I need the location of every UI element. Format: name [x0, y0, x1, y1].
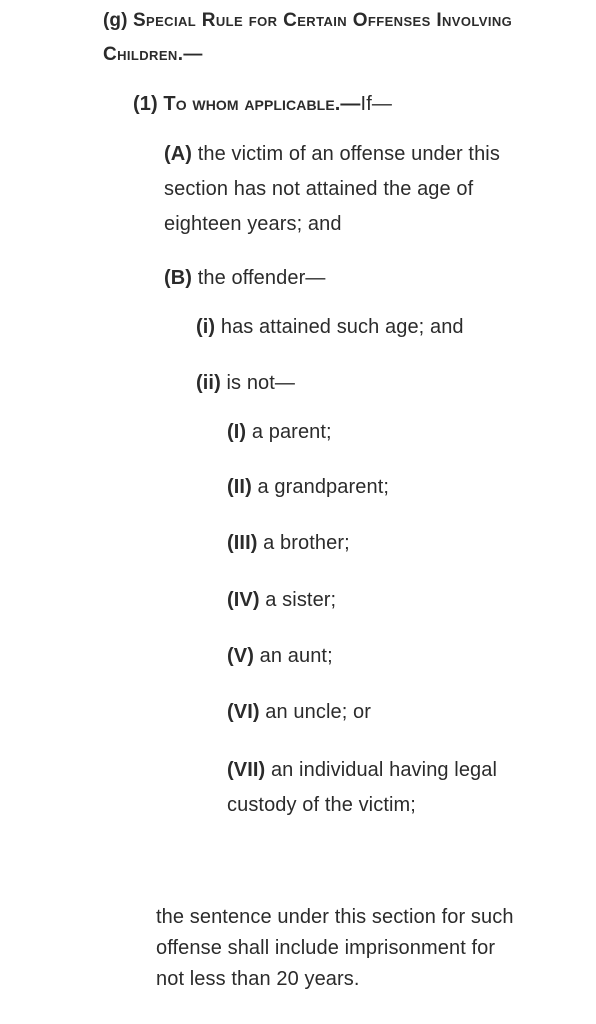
clause-a-label: (A)	[164, 143, 193, 165]
clause-a	[164, 137, 524, 242]
clause-b-label: (B)	[164, 267, 193, 289]
paragraph-1	[133, 88, 392, 120]
relation-text: a brother;	[263, 532, 350, 554]
paragraph-1-label: (1)	[133, 93, 158, 115]
clause-b-i	[196, 311, 464, 343]
relation-label: (VII)	[227, 759, 266, 781]
relation-text: a sister;	[265, 589, 337, 611]
clause-b-text: the offender—	[197, 267, 326, 289]
relation-label: (III)	[227, 532, 258, 554]
paragraph-1-heading: To whom applicable.—	[163, 93, 361, 115]
clause-b-ii-label: (ii)	[196, 372, 221, 394]
relation-item	[227, 527, 350, 559]
relation-label: (I)	[227, 421, 247, 443]
clause-b-i-label: (i)	[196, 316, 216, 338]
relation-item	[227, 696, 371, 728]
relation-item	[227, 584, 336, 616]
closing-text: the sentence under this section for such offense shall include imprisonment for not less than 20 years.	[156, 906, 514, 990]
relation-text: an uncle; or	[265, 701, 372, 723]
relation-text: a parent;	[251, 421, 332, 443]
relation-label: (II)	[227, 476, 252, 498]
relation-item	[227, 753, 507, 823]
relation-text: an individual having legal custody of the victim;	[227, 759, 498, 816]
subsection-g-title: Special Rule for Certain Offenses Involving Children.—	[103, 10, 513, 65]
clause-a-text: the victim of an offense under this section has not attained the age of eighteen years; and	[164, 143, 500, 235]
relation-item	[227, 416, 332, 448]
subsection-g-label: (g)	[103, 10, 128, 31]
relation-label: (VI)	[227, 701, 260, 723]
relation-label: (V)	[227, 645, 254, 667]
relation-item	[227, 640, 333, 672]
relation-item	[227, 471, 389, 503]
subsection-g-heading	[103, 4, 573, 72]
clause-b-i-text: has attained such age; and	[220, 316, 464, 338]
relation-text: a grandparent;	[257, 476, 390, 498]
clause-b	[164, 262, 325, 294]
clause-b-ii-text: is not—	[226, 372, 296, 394]
relation-text: an aunt;	[259, 645, 333, 667]
clause-b-ii	[196, 367, 295, 399]
paragraph-1-lead-in: If—	[360, 93, 392, 115]
relation-label: (IV)	[227, 589, 260, 611]
